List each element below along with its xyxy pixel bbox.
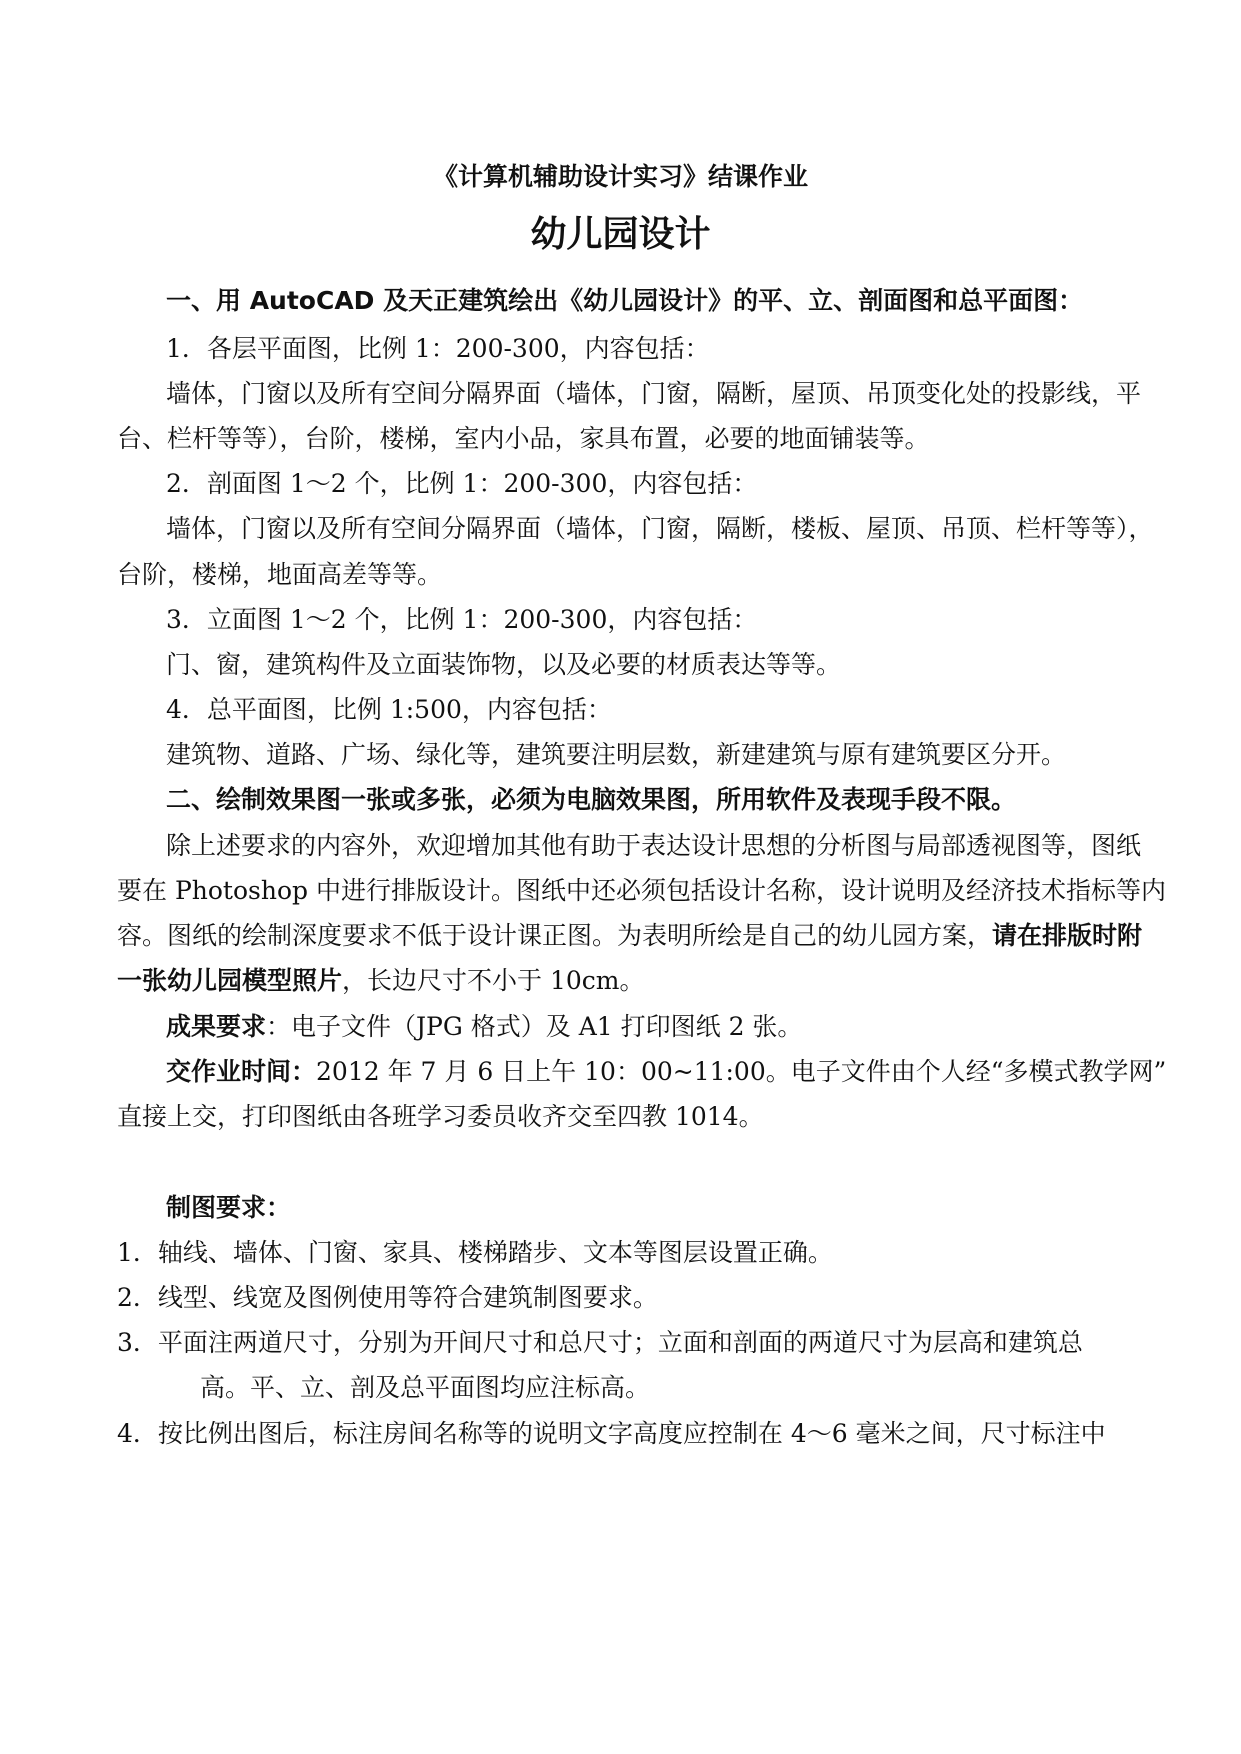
section-2-heading: 二、绘制效果图一张或多张，必须为电脑效果图，所用软件及表现手段不限。 bbox=[166, 785, 1017, 814]
submission-text-line-2: 直接上交，打印图纸由各班学习委员收齐交至四教 1014。 bbox=[117, 1102, 764, 1131]
submission-label: 交作业时间： bbox=[166, 1057, 317, 1086]
section-1-item-1-line-1: 墙体，门窗以及所有空间分隔界面（墙体，门窗，隔断，屋顶、吊顶变化处的投影线，平 bbox=[166, 379, 1142, 408]
course-subtitle: 《计算机辅助设计实习》结课作业 bbox=[432, 162, 808, 191]
section-2-paragraph-line-4-text: ，长边尺寸不小于 10cm。 bbox=[342, 966, 645, 995]
result-requirement bbox=[166, 1010, 1176, 1044]
section-1-item-2-line-2: 台阶，楼梯，地面高差等等。 bbox=[117, 560, 443, 589]
section-1-item-4-line-1: 建筑物、道路、广场、绿化等，建筑要注明层数，新建建筑与原有建筑要区分开。 bbox=[166, 740, 1067, 769]
drawing-requirement-4: 4．按比例出图后，标注房间名称等的说明文字高度应控制在 4～6 毫米之间，尺寸标注中 bbox=[117, 1419, 1106, 1448]
page-title: 幼儿园设计 bbox=[530, 214, 711, 255]
section-2-paragraph-line-3-text: 容。图纸的绘制深度要求不低于设计课正图。为表明所绘是自己的幼儿园方案， bbox=[117, 921, 993, 950]
submission-time bbox=[166, 1055, 1176, 1089]
section-1-item-1: 1．各层平面图，比例 1：200-300，内容包括： bbox=[166, 334, 710, 363]
drawing-requirement-3-line-2: 高。平、立、剖及总平面图均应注标高。 bbox=[200, 1373, 651, 1402]
section-2-paragraph-line-3 bbox=[117, 919, 1143, 953]
section-1-heading: 一、用 AutoCAD 及天正建筑绘出《幼儿园设计》的平、立、剖面图和总平面图： bbox=[166, 286, 1084, 315]
section-1-item-1-line-2: 台、栏杆等等），台阶，楼梯，室内小品，家具布置，必要的地面铺装等。 bbox=[117, 424, 930, 453]
section-1-item-2: 2．剖面图 1～2 个，比例 1：200-300，内容包括： bbox=[166, 469, 758, 498]
submission-text: 2012 年 7 月 6 日上午 10：00~11:00。电子文件由个人经“多模式教学网” bbox=[316, 1057, 1167, 1086]
section-2-paragraph-line-4-emphasis: 一张幼儿园模型照片 bbox=[117, 966, 343, 995]
result-text: ：电子文件（JPG 格式）及 A1 打印图纸 2 张。 bbox=[266, 1012, 803, 1041]
section-1-item-2-line-1: 墙体，门窗以及所有空间分隔界面（墙体，门窗，隔断，楼板、屋顶、吊顶、栏杆等等）， bbox=[166, 514, 1154, 543]
section-2-paragraph-line-4 bbox=[117, 964, 1127, 998]
section-2-paragraph-line-2: 要在 Photoshop 中进行排版设计。图纸中还必须包括设计名称，设计说明及经济技术指标等内 bbox=[117, 876, 1166, 905]
section-2-paragraph-line-3-emphasis: 请在排版时附 bbox=[992, 921, 1143, 950]
drawing-requirements-heading: 制图要求： bbox=[166, 1193, 292, 1222]
section-2-paragraph-line-1: 除上述要求的内容外，欢迎增加其他有助于表达设计思想的分析图与局部透视图等，图纸 bbox=[166, 831, 1142, 860]
drawing-requirement-2: 2．线型、线宽及图例使用等符合建筑制图要求。 bbox=[117, 1283, 658, 1312]
section-1-item-3: 3．立面图 1～2 个，比例 1：200-300，内容包括： bbox=[166, 605, 758, 634]
section-1-item-4: 4．总平面图，比例 1:500，内容包括： bbox=[166, 695, 612, 724]
result-label: 成果要求 bbox=[166, 1012, 267, 1041]
drawing-requirement-3-line-1: 3．平面注两道尺寸，分别为开间尺寸和总尺寸；立面和剖面的两道尺寸为层高和建筑总 bbox=[117, 1328, 1083, 1357]
drawing-requirement-1: 1．轴线、墙体、门窗、家具、楼梯踏步、文本等图层设置正确。 bbox=[117, 1238, 833, 1267]
section-1-item-3-line-1: 门、窗，建筑构件及立面装饰物，以及必要的材质表达等等。 bbox=[166, 650, 842, 679]
